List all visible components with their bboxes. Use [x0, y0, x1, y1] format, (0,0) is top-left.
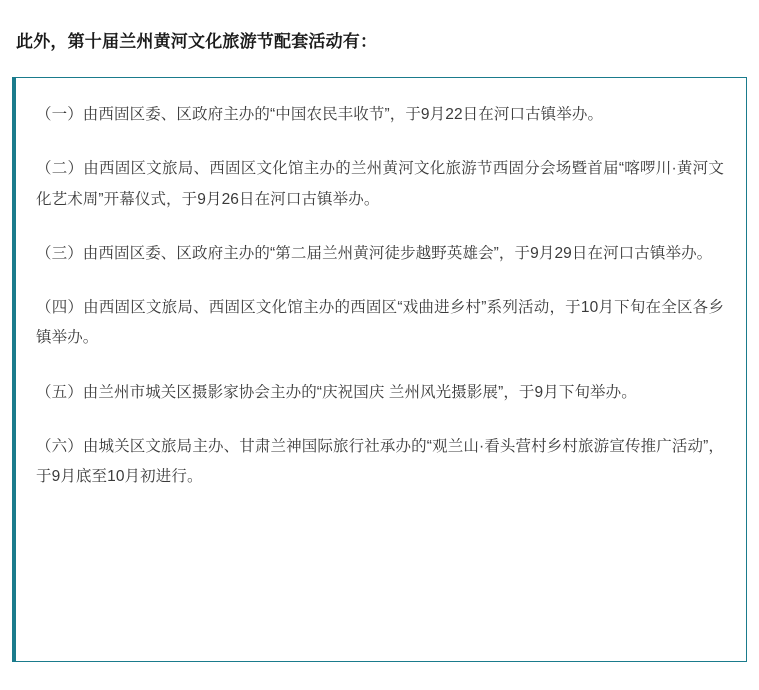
paragraph: （五）由兰州市城关区摄影家协会主办的“庆祝国庆 兰州风光摄影展”，于9月下旬举办。 — [36, 383, 637, 401]
paragraph: （六）由城关区文旅局主办、甘肃兰神国际旅行社承办的“观兰山·看头营村乡村旅游宣传推广活动”，于9月底至10月初进行。 — [36, 437, 724, 485]
paragraph: （一）由西固区委、区政府主办的“中国农民丰收节”，于9月22日在河口古镇举办。 — [36, 106, 604, 124]
page-title: 此外，第十届兰州黄河文化旅游节配套活动有： — [16, 32, 378, 51]
paragraph: （二）由西固区文旅局、西固区文化馆主办的兰州黄河文化旅游节西固分会场暨首届“喀啰川·黄河文化艺术周”开幕仪式，于9月26日在河口古镇举办。 — [36, 160, 724, 208]
callout-box — [12, 77, 747, 662]
paragraph: （四）由西固区文旅局、西固区文化馆主办的西固区“戏曲进乡村”系列活动，于10月下旬在全区各乡镇举办。 — [36, 299, 724, 347]
paragraph: （三）由西固区委、区政府主办的“第二届兰州黄河徒步越野英雄会”，于9月29日在河口古镇举办。 — [36, 244, 713, 262]
